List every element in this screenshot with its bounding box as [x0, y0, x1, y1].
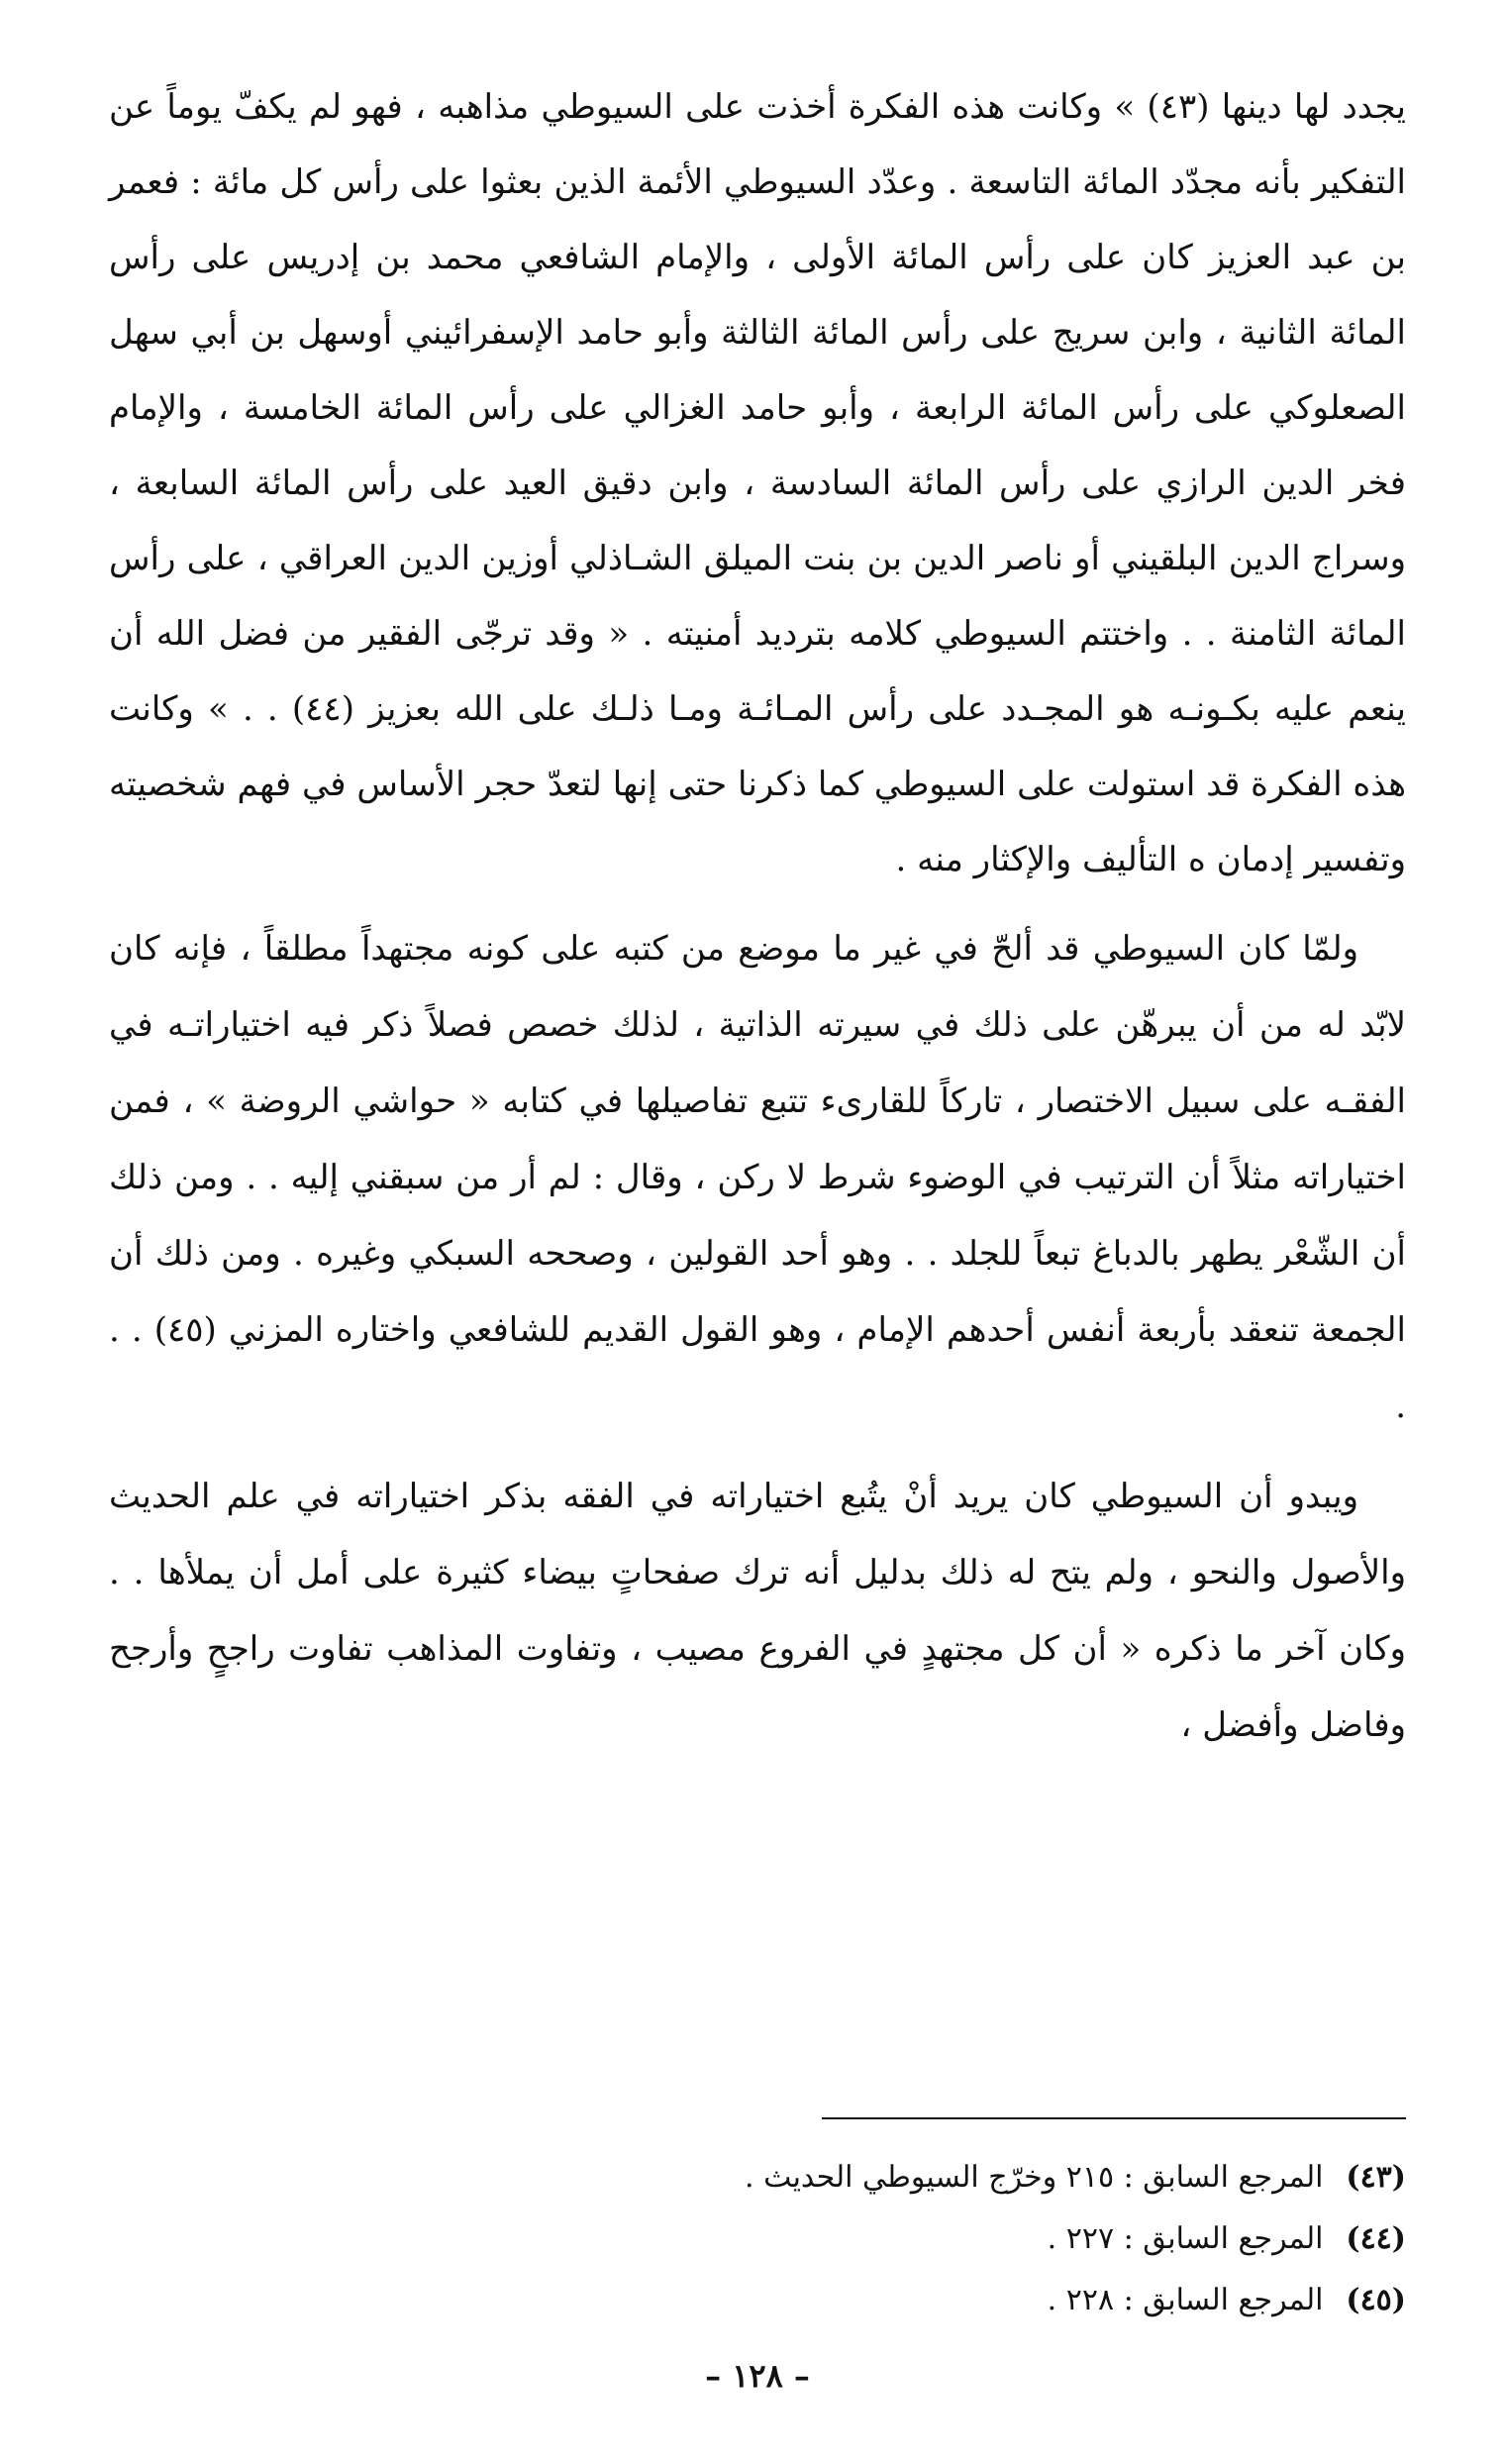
footnote-text: المرجع السابق : ٢١٥ وخرّج السيوطي الحديث .: [745, 2160, 1324, 2195]
footnote-43: [109, 2147, 1406, 2208]
footnote-text: المرجع السابق : ٢٢٧ .: [1047, 2221, 1324, 2256]
paragraph-1: يجدد لها دينها (٤٣) » وكانت هذه الفكرة أخذت على السيوطي مذاهبه ، فهو لم يكفّ يوماً عن التفكير بأنه مجدّد المائة التاسعة . وعدّد السيوطي الأئمة الذين بعثوا على رأس كل مائة : فعمر بن عبد العزيز كان على رأس المائة الأولى ، والإمام الشافعي محمد بن إدريس على رأس المائة الثانية ، وابن سريج على رأس المائة الثالثة وأبو حامد الإسفرائيني أوسهل بن أبي سهل الصعلوكي على رأس المائة الرابعة ، وأبو حامد الغزالي على رأس المائة الخامسة ، والإمام فخر الدين الرازي على رأس المائة السادسة ، وابن دقيق العيد على رأس المائة السابعة ، وسراج الدين البلقيني أو ناصر الدين بن بنت الميلق الشـاذلي أوزين الدين العراقي ، على رأس المائة الثامنة . . واختتم السيوطي كلامه بترديد أمنيته . « وقد ترجّى الفقير من فضل الله أن ينعم عليه بكـونـه هو المجـدد على رأس المـائـة ومـا ذلـك على الله بعزيز (٤٤) . . » وكانت هذه الفكرة قد استولت على السيوطي كما ذكرنا حتى إنها لتعدّ حجر الأساس في فهم شخصيته وتفسير إدمان ه التأليف والإكثار منه .: [109, 87, 1406, 879]
footnote-44: [109, 2208, 1406, 2270]
page-number: – ١٢٨ –: [705, 2357, 810, 2395]
paragraph-2: ولمّا كان السيوطي قد ألحّ في غير ما موضع من كتبه على كونه مجتهداً مطلقاً ، فإنه كان لابّد له من أن يبرهّن على ذلك في سيرته الذاتية ، لذلك خصص فصلاً ذكر فيه اختياراتـه في الفقـه على سبيل الاختصار ، تاركاً للقارىء تتبع تفاصيلها في كتابه « حواشي الروضة » ، فمن اختياراته مثلاً أن الترتيب في الوضوء شرط لا ركن ، وقال : لم أر من سبقني إليه . . ومن ذلك أن الشّعْر يطهر بالدباغ تبعاً للجلد . . وهو أحد القولين ، وصححه السبكي وغيره . ومن ذلك أن الجمعة تنعقد بأربعة أنفس أحدهم الإمام ، وهو القول القديم للشافعي واختاره المزني (٤٥) . . .: [109, 929, 1407, 1426]
footnote-number: (٤٤): [1346, 2221, 1406, 2256]
document-page: [109, 69, 1406, 2407]
paragraph-3: ويبدو أن السيوطي كان يريد أنْ يتُبع اختياراته في الفقه بذكر اختياراته في علم الحديث والأصول والنحو ، ولم يتح له ذلك بدليل أنه ترك صفحاتٍ بيضاء كثيرة على أمل أن يملأها . . وكان آخر ما ذكره « أن كل مجتهدٍ في الفروع مصيب ، وتفاوت المذاهب تفاوت راجحٍ وأرجح وفاضل وأفضل ،: [109, 1477, 1406, 1745]
body-text: [109, 69, 1406, 1778]
footnote-text: المرجع السابق : ٢٢٨ .: [1047, 2283, 1324, 2317]
footnote-number: (٤٥): [1346, 2283, 1406, 2317]
footnotes-list: [109, 2147, 1406, 2331]
footnote-divider: [822, 2117, 1406, 2119]
footnote-45: [109, 2270, 1406, 2331]
footnote-number: (٤٣): [1346, 2160, 1406, 2195]
